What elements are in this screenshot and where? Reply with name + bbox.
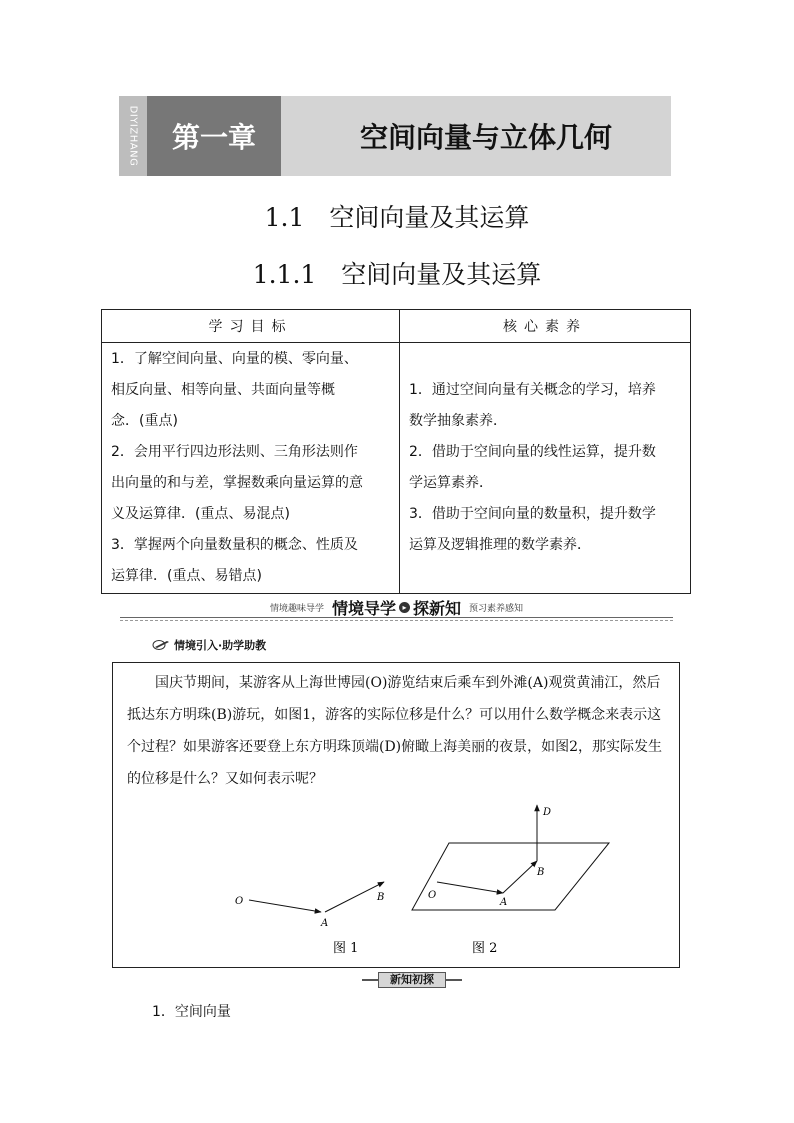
chapter-label: 第一章 (147, 96, 281, 176)
new-knowledge-banner (362, 972, 462, 988)
section-divider (120, 597, 673, 617)
scenario-box (112, 662, 680, 968)
figure-2-caption: 图 2 (472, 941, 498, 956)
scenario-text: 国庆节期间，某游客从上海世博园(O)游览结束后乘车到外滩(A)观赏黄浦江，然后抵达东方明珠(B)游玩，如图1，游客的实际位移是什么？可以用什么数学概念来表示这个过程？如果游客还要登上东方明珠顶端(D)俯瞰上海美丽的夜景，如图2，那实际发生的位移是什么？又如何表示呢？ (127, 675, 663, 787)
literacy-line: 数学抽象素养． (409, 413, 507, 429)
literacy-line: 1．通过空间向量有关概念的学习，培养 (409, 382, 656, 398)
arrow-circle-icon: ▸ (399, 602, 410, 613)
header-core-literacy: 核心素养 (400, 310, 691, 343)
new-knowledge-label: 新知初探 (378, 972, 446, 988)
divider-line-dashed (120, 620, 673, 621)
vector-ab (325, 882, 384, 912)
goal-line: 出向量的和与差，掌握数乘向量运算的意 (111, 475, 363, 491)
divider-right-caption: 预习素养感知 (469, 603, 524, 614)
divider-line (120, 617, 673, 618)
goal-line: 2．会用平行四边形法则、三角形法则作 (111, 444, 358, 460)
banner-line-right (446, 979, 462, 981)
figure-1-caption: 图 1 (333, 941, 359, 956)
section-title: 1.1 空间向量及其运算 (264, 203, 530, 232)
goal-line: 3．掌握两个向量数量积的概念、性质及 (111, 537, 358, 553)
point-b-label: B (377, 892, 385, 903)
vector-oa (249, 900, 321, 912)
chapter-title: 空间向量与立体几何 (281, 96, 671, 176)
literacy-line: 运算及逻辑推理的数学素养． (409, 537, 591, 553)
point-o-label: O (428, 890, 437, 901)
learning-goals-cell (102, 343, 400, 594)
point-d-label: D (543, 807, 552, 818)
figure-1 (235, 882, 384, 956)
chapter-pinyin-strip (119, 96, 147, 176)
point-a-label: A (321, 918, 329, 929)
vector-oa (437, 882, 503, 893)
vector-figures (113, 663, 679, 967)
goal-line: 相反向量、相等向量、共面向量等概 (111, 382, 335, 398)
goal-line: 1．了解空间向量、向量的模、零向量、 (111, 351, 358, 367)
divider-main-left: 情境导学 (331, 598, 396, 618)
vector-ab (503, 861, 537, 893)
divider-main-right: 探新知 (413, 598, 462, 618)
plane (412, 843, 609, 910)
point-b-label: B (537, 867, 545, 878)
divider-left-caption: 情境趣味导学 (269, 603, 324, 614)
banner-line-left (362, 979, 378, 981)
goal-line: 义及运算律．(重点、易混点) (111, 506, 290, 522)
subsection-title: 1.1.1 空间向量及其运算 (252, 260, 542, 289)
core-literacy-cell (400, 343, 691, 594)
literacy-line: 3．借助于空间向量的数量积，提升数学 (409, 506, 656, 522)
intro-heading (152, 637, 266, 653)
figure-2 (412, 805, 609, 956)
literacy-line: 2．借助于空间向量的线性运算，提升数 (409, 444, 656, 460)
literacy-line: 学运算素养． (409, 475, 493, 491)
point-a-label: A (500, 897, 508, 908)
chapter-pinyin: DIYIZHANG (127, 105, 139, 167)
intro-heading-text: 情境引入·助学助教 (174, 639, 267, 652)
objectives-table (101, 309, 691, 594)
pen-icon (152, 639, 170, 651)
goal-line: 运算律．(重点、易错点) (111, 568, 262, 584)
item-heading: 1．空间向量 (152, 1004, 231, 1020)
goal-line: 念．(重点) (111, 413, 178, 429)
point-o-label: O (235, 896, 244, 907)
header-learning-goals: 学习目标 (102, 310, 400, 343)
